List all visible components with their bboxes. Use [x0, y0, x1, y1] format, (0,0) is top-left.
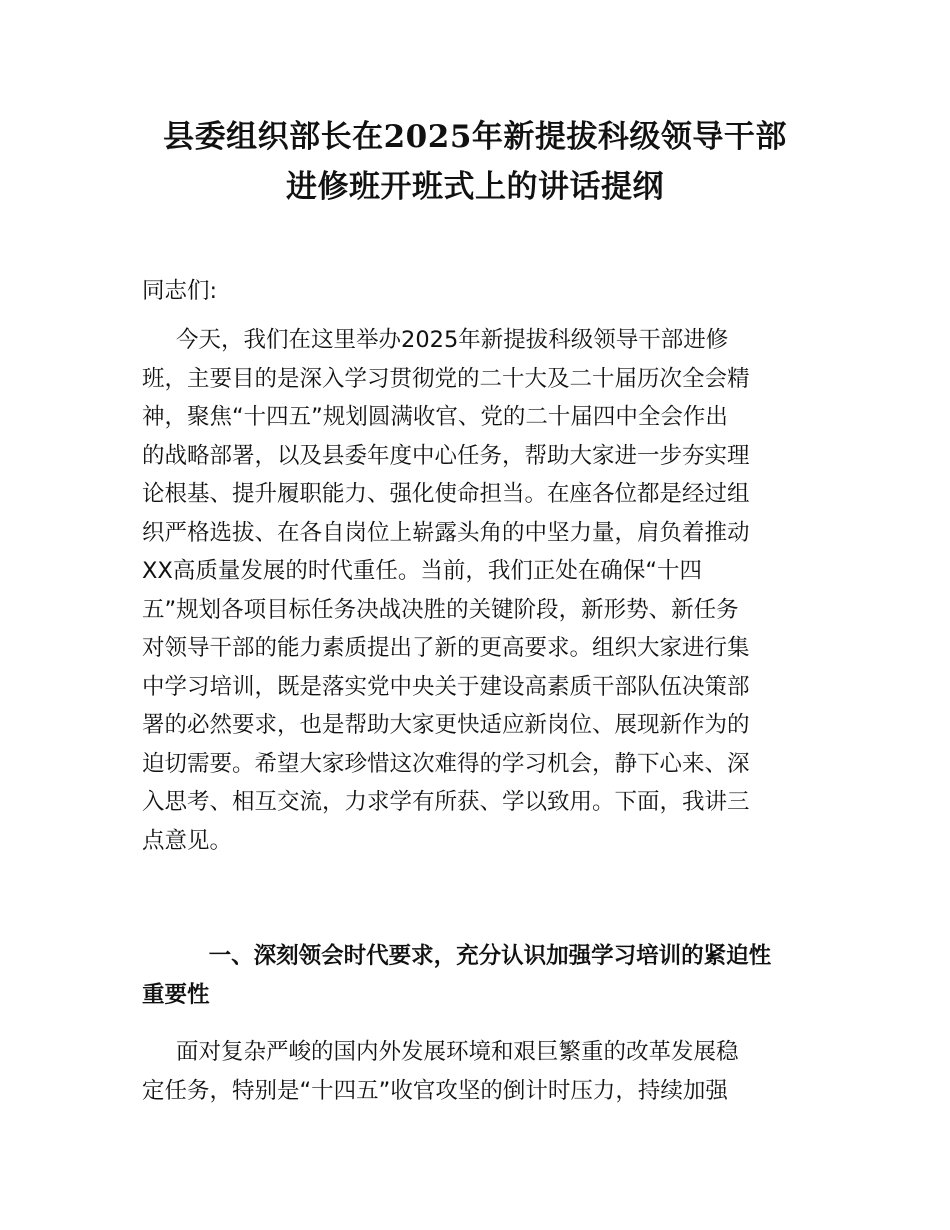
text-line: XX高质量发展的时代重任。当前，我们正处在确保“十四 [142, 558, 702, 584]
text-line: 迫切需要。希望大家珍惜这次难得的学习机会，静下心来、深 [142, 750, 750, 777]
text-line: 五”规划各项目标任务决战决胜的关键阶段，新形势、新任务 [142, 596, 739, 623]
text-line: 中学习培训，既是落实党中央关于建设高素质干部队伍决策部 [142, 673, 750, 700]
text-line: 神，聚焦“十四五”规划圆满收官、党的二十届四中全会作出 [142, 404, 728, 430]
heading-line: 重要性 [142, 981, 210, 1008]
document-title [100, 112, 850, 212]
text-line: 对领导干部的能力素质提出了新的更高要求。组织大家进行集 [142, 635, 750, 661]
paragraph-intro [142, 321, 810, 860]
text-line: 面对复杂严峻的国内外发展环境和艰巨繁重的改革发展稳 [176, 1039, 739, 1065]
text-line: 论根基、提升履职能力、强化使命担当。在座各位都是经过组 [142, 481, 750, 507]
text-line: 点意见。 [142, 827, 233, 854]
text-line: 织严格选拔、在各自岗位上崭露头角的中坚力量，肩负着推动 [142, 519, 750, 546]
text-line: 班，主要目的是深入学习贯彻党的二十大及二十届历次全会精 [142, 365, 750, 392]
text-line: 定任务，特别是“十四五”收官攻坚的倒计时压力，持续加强 [142, 1077, 728, 1104]
paragraph-section-1 [142, 1033, 810, 1110]
title-line: 县委组织部长在2025年新提拔科级领导干部 [163, 119, 787, 155]
salutation: 同志们: [142, 278, 218, 304]
title-line: 进修班开班式上的讲话提纲 [286, 169, 664, 205]
text-line: 入思考、相互交流，力求学有所获、学以致用。下面，我讲三 [142, 789, 750, 815]
text-line: 的战略部署，以及县委年度中心任务，帮助大家进一步夯实理 [142, 442, 750, 469]
text-line: 署的必然要求，也是帮助大家更快适应新岗位、展现新作为的 [142, 712, 750, 738]
heading-line: 一、深刻领会时代要求，充分认识加强学习培训的紧迫性 [208, 943, 772, 969]
text-line: 今天，我们在这里举办2025年新提拔科级领导干部进修 [176, 327, 729, 353]
section-heading-1 [142, 937, 810, 1014]
